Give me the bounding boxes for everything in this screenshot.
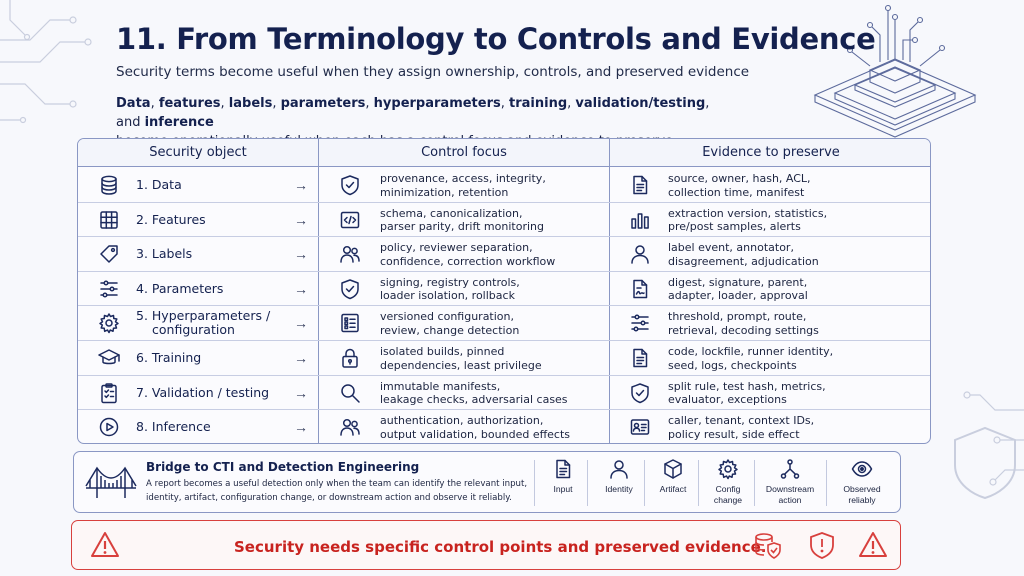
arrow-right-icon: → <box>294 419 308 436</box>
control-focus-cell: policy, reviewer separation, confidence, correction workflow <box>380 241 556 268</box>
control-focus-cell: immutable manifests, leakage checks, adversarial cases <box>380 379 568 407</box>
table-row <box>78 168 930 203</box>
document-icon <box>629 347 651 369</box>
intro-term: features <box>158 96 221 111</box>
intro-terms-line: Data, features, labels, parameters, hyperparameters, training, validation/testing, and inference <box>116 96 710 130</box>
warning-text: Security needs specific control points and preserved evidence. <box>234 538 767 556</box>
evidence-cell: digest, signature, parent, adapter, loader, approval <box>668 275 808 303</box>
evidence-cell: code, lockfile, runner identity, seed, logs, checkpoints <box>668 345 834 372</box>
user-icon <box>591 458 647 480</box>
lock-icon <box>339 347 361 369</box>
shield-check-icon <box>629 382 651 404</box>
evidence-cell: caller, tenant, context IDs, policy result, side effect <box>668 414 815 441</box>
evidence-cell: split rule, test hash, metrics, evaluator, exceptions <box>668 379 826 407</box>
bridge-step-label: action <box>778 495 802 505</box>
controls-table <box>77 138 931 444</box>
clipboard-check-icon <box>98 382 120 404</box>
control-focus-cell: authentication, authorization, output validation, bounded effects <box>380 414 571 441</box>
intro-term: hyperparameters <box>373 96 501 111</box>
security-object-label: 8. Inference <box>136 419 211 435</box>
control-focus-cell: schema, canonicalization, parser parity, drift monitoring <box>380 206 544 234</box>
bridge-step <box>648 458 698 495</box>
id-card-icon <box>629 416 651 438</box>
table-row <box>78 203 930 238</box>
arrow-right-icon: → <box>294 246 308 263</box>
tag-icon <box>98 243 120 265</box>
gear-icon <box>702 458 754 480</box>
arrow-right-icon: → <box>294 350 308 366</box>
header-evidence: Evidence to preserve <box>702 145 840 160</box>
step-divider <box>826 460 827 506</box>
arrow-right-icon: → <box>294 177 308 193</box>
arrow-right-icon: → <box>294 280 308 297</box>
bridge-step <box>702 458 754 506</box>
shield-alert-icon <box>807 530 837 560</box>
bridge-step-label: Observed <box>843 484 881 494</box>
code-icon <box>339 209 361 231</box>
database-icon <box>98 174 120 196</box>
security-object-label: 7. Validation / testing <box>136 384 270 400</box>
step-divider <box>587 460 588 506</box>
table-row <box>78 272 930 307</box>
warning-triangle-icon <box>90 530 120 560</box>
control-focus-cell: signing, registry controls, loader isolation, rollback <box>380 275 520 303</box>
users-icon <box>339 243 361 265</box>
shield-check-icon <box>339 174 361 196</box>
bridge-step-label: Identity <box>605 484 633 494</box>
sliders-icon <box>98 278 120 300</box>
shield-check-icon <box>339 278 361 300</box>
eye-icon <box>830 458 894 480</box>
database-shield-icon <box>752 530 782 560</box>
user-icon <box>629 243 651 265</box>
bridge-step-label: Downstream <box>765 484 815 494</box>
circuit-decoration-left <box>0 0 110 150</box>
bridge-step-label: change <box>713 495 743 505</box>
control-focus-cell: isolated builds, pinned dependencies, least privilege <box>380 345 542 372</box>
search-icon <box>339 382 361 404</box>
branch-icon <box>758 458 822 480</box>
step-divider <box>754 460 755 506</box>
warning-banner <box>71 520 901 570</box>
signed-document-icon <box>629 278 651 300</box>
intro-term: Data <box>116 96 151 111</box>
intro-term: training <box>509 96 568 111</box>
users-icon <box>339 416 361 438</box>
bridge-step-label: Input <box>553 484 573 494</box>
evidence-cell: source, owner, hash, ACL, collection time, manifest <box>668 172 811 199</box>
bridge-step <box>758 458 822 506</box>
header-security-object: Security object <box>149 145 247 160</box>
table-row <box>78 376 930 411</box>
arrow-right-icon: → <box>294 211 308 228</box>
table-row <box>78 410 930 444</box>
bridge-step-label: Config <box>715 484 741 494</box>
intro-term: inference <box>144 115 214 130</box>
graduation-cap-icon <box>98 347 120 369</box>
header-control-focus: Control focus <box>421 145 507 160</box>
bridge-step-label: reliably <box>848 495 876 505</box>
document-icon <box>629 174 651 196</box>
evidence-cell: extraction version, statistics, pre/post samples, alerts <box>668 206 828 234</box>
warning-triangle-icon <box>858 530 888 560</box>
play-icon <box>98 416 120 438</box>
chip-illustration <box>800 0 990 140</box>
bridge-step <box>538 458 588 495</box>
table-row <box>78 341 930 376</box>
checklist-icon <box>339 312 361 334</box>
step-divider <box>644 460 645 506</box>
page-title: 11. From Terminology to Controls and Evidence <box>116 22 876 56</box>
security-object-label: 3. Labels <box>136 246 193 262</box>
table-row <box>78 306 930 341</box>
grid-icon <box>98 209 120 231</box>
security-object-label: 1. Data <box>136 177 182 192</box>
gear-icon <box>98 312 120 334</box>
sliders-icon <box>629 312 651 334</box>
security-object-label: 2. Features <box>136 211 206 227</box>
bar-chart-icon <box>629 209 651 231</box>
step-divider <box>534 460 535 506</box>
bridge-title: Bridge to CTI and Detection Engineering <box>146 460 420 474</box>
intro-term: labels <box>228 96 273 111</box>
security-object-label: 4. Parameters <box>136 280 224 296</box>
security-object-label: 5. Hyperparameters / configuration <box>136 308 271 338</box>
bridge-step <box>830 458 894 506</box>
page-subtitle: Security terms become useful when they assign ownership, controls, and preserved evidence <box>116 64 750 80</box>
arrow-right-icon: → <box>294 315 308 332</box>
document-icon <box>538 458 588 480</box>
evidence-cell: label event, annotator, disagreement, adjudication <box>668 241 819 268</box>
evidence-cell: threshold, prompt, route, retrieval, decoding settings <box>668 310 819 337</box>
bridge-step-label: Artifact <box>659 484 687 494</box>
intro-term: parameters <box>280 96 366 111</box>
bridge-panel <box>73 451 901 513</box>
bridge-text: A report becomes a useful detection only when the team can identify the relevant input, identity, artifact, configuration change, or downstream action and observe it reliably. <box>146 479 528 503</box>
control-focus-cell: provenance, access, integrity, minimization, retention <box>380 172 546 199</box>
bridge-icon <box>84 464 138 500</box>
arrow-right-icon: → <box>294 384 308 401</box>
table-row <box>78 237 930 272</box>
bridge-step <box>591 458 647 495</box>
step-divider <box>698 460 699 506</box>
cube-icon <box>648 458 698 480</box>
security-object-label: 6. Training <box>136 350 202 365</box>
table-header <box>78 139 930 167</box>
control-focus-cell: versioned configuration, review, change detection <box>380 310 520 337</box>
intro-term: validation/testing <box>575 96 706 111</box>
